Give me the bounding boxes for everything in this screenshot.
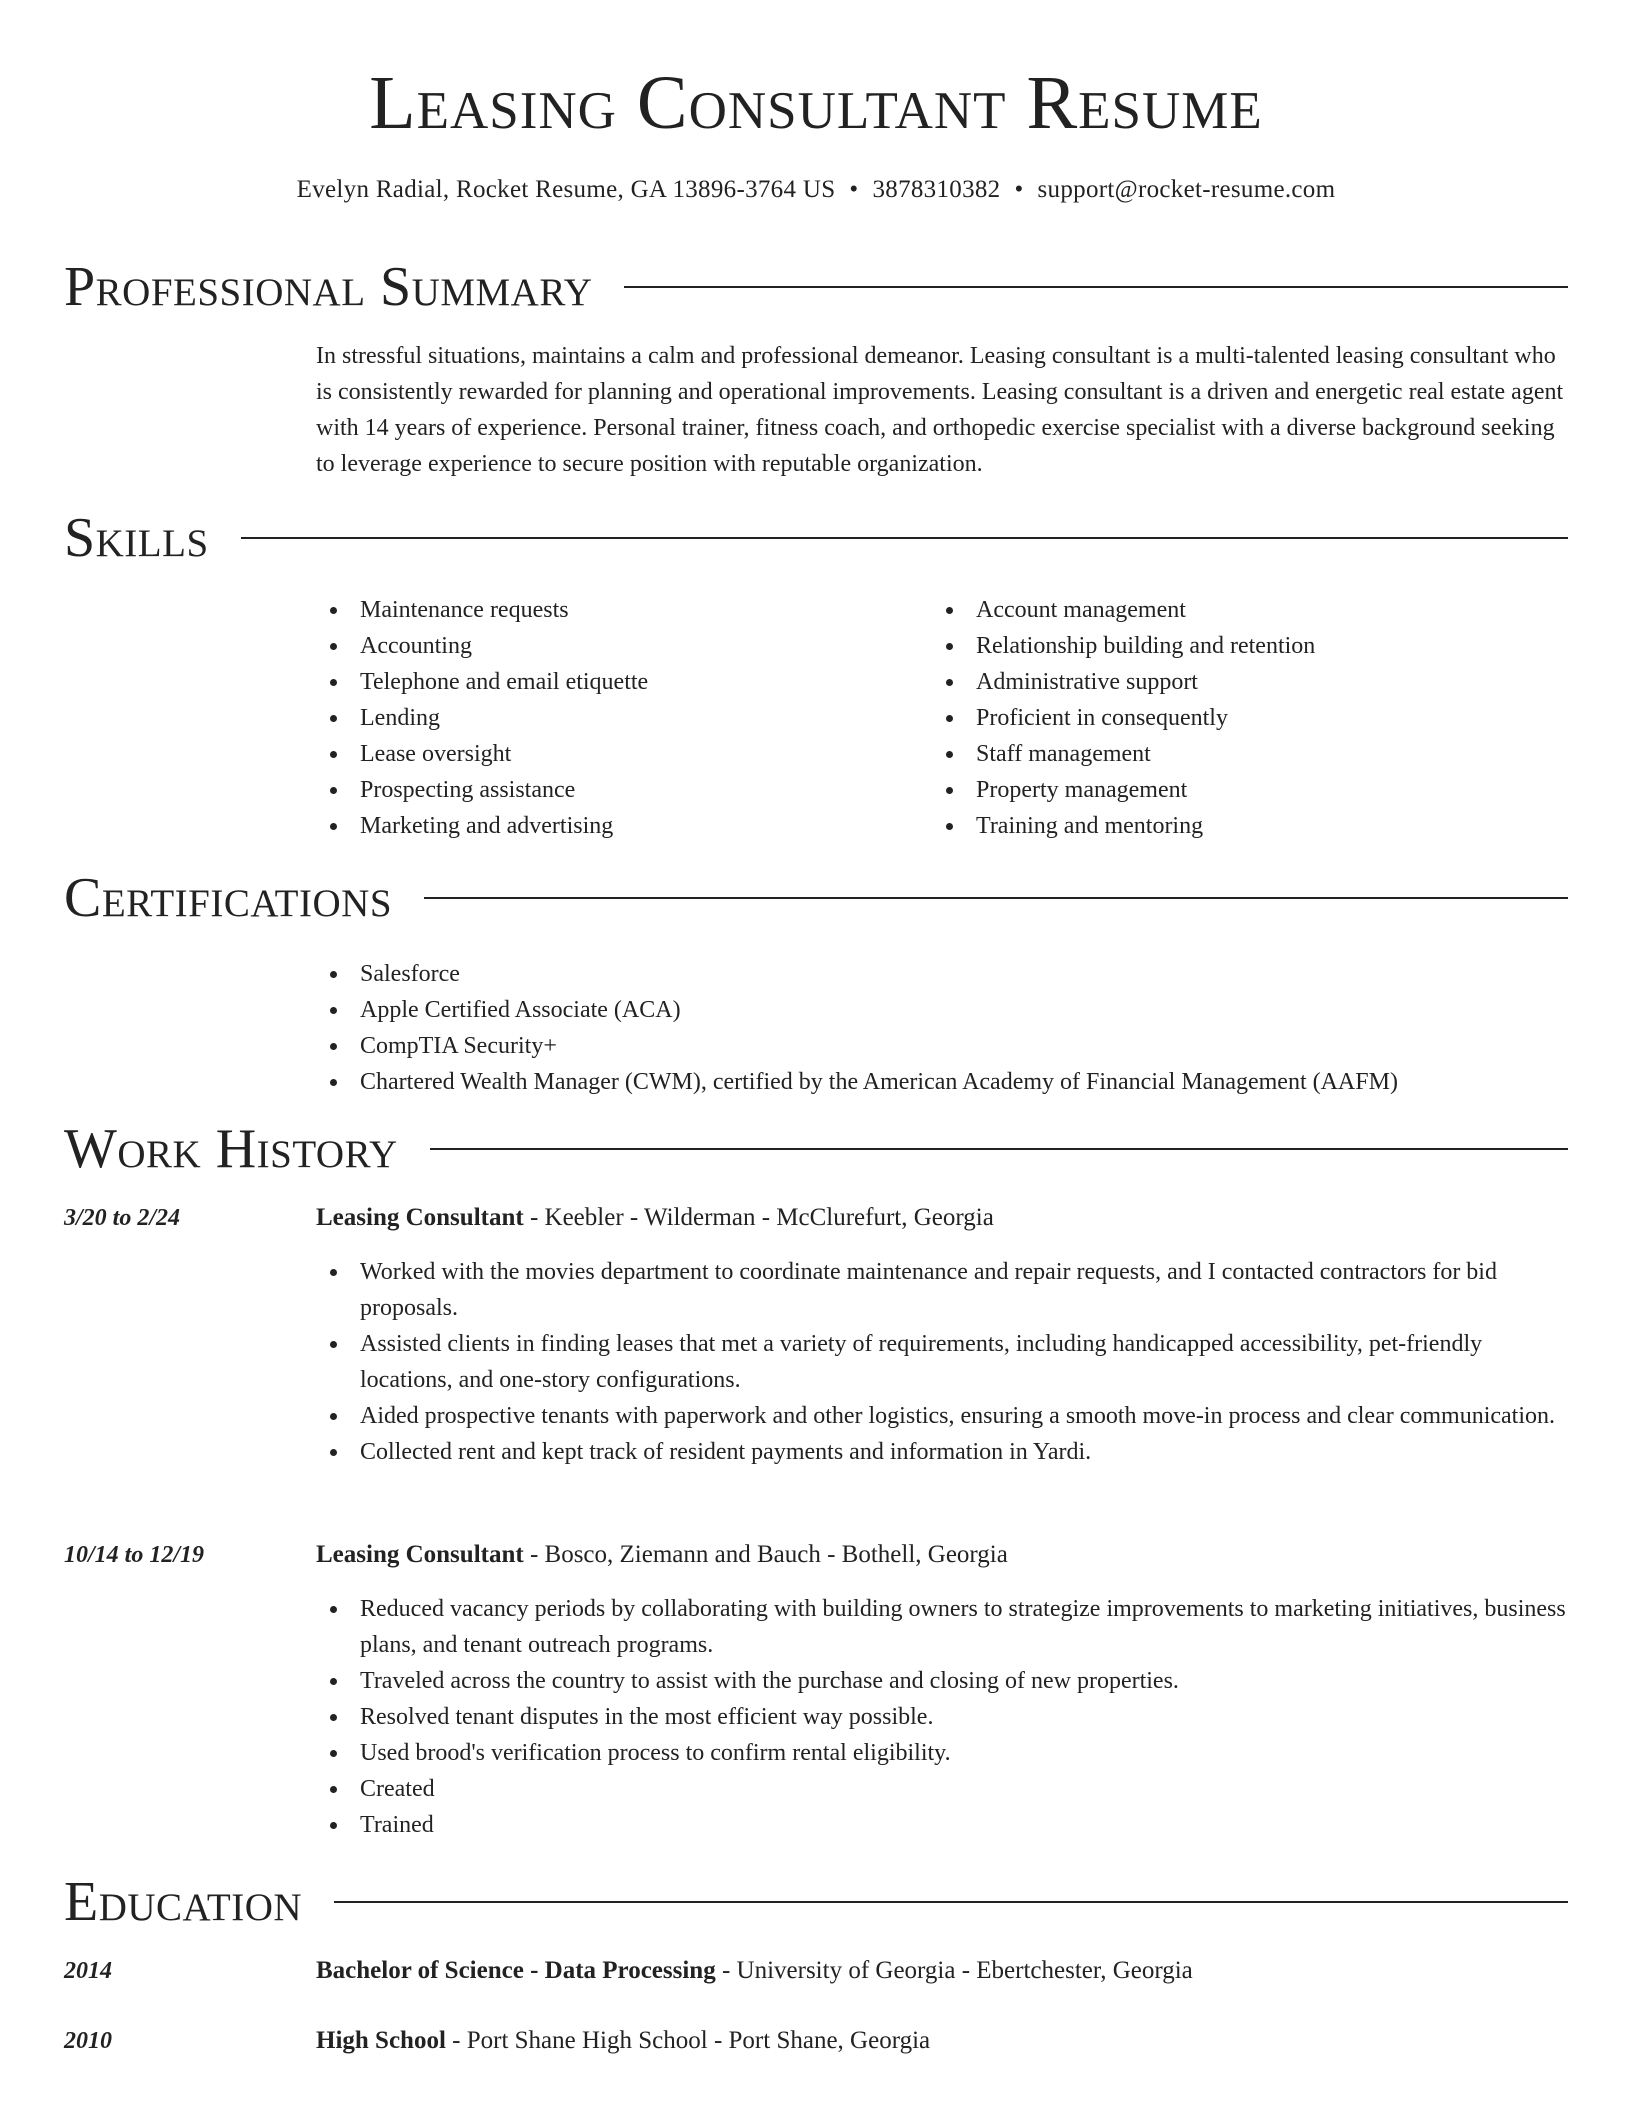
section-header-education: [64, 1870, 1568, 1934]
contact-separator: •: [849, 176, 859, 203]
certification-item: CompTIA Security+: [316, 1028, 1572, 1064]
skill-item: Account management: [932, 592, 1572, 628]
skill-item: Marketing and advertising: [316, 808, 916, 844]
education-entry-year: 2014: [64, 1958, 112, 1984]
education-school: - Port Shane High School - Port Shane, Georgia: [445, 2027, 931, 2054]
section-divider: [424, 897, 1568, 899]
certification-item: Salesforce: [316, 956, 1572, 992]
education-entry-heading: [316, 2023, 1572, 2059]
certification-item: Apple Certified Associate (ACA): [316, 992, 1572, 1028]
contact-email: support@rocket-resume.com: [1037, 176, 1336, 203]
work-bullet-item: Collected rent and kept track of resident payments and information in Yardi.: [316, 1434, 1572, 1470]
work-entry-dates: 10/14 to 12/19: [64, 1542, 205, 1568]
certification-item: Chartered Wealth Manager (CWM), certified by the American Academy of Financial Management (AAFM): [316, 1064, 1572, 1100]
skill-item: Maintenance requests: [316, 592, 916, 628]
work-bullet-item: Resolved tenant disputes in the most efficient way possible.: [316, 1699, 1572, 1735]
skill-item: Prospecting assistance: [316, 772, 916, 808]
skill-item: Staff management: [932, 736, 1572, 772]
work-bullet-item: Worked with the movies department to coordinate maintenance and repair requests, and I contacted contractors for bid proposals.: [316, 1254, 1572, 1326]
contact-separator: •: [1014, 176, 1024, 203]
work-entry-bullets: [316, 1254, 1572, 1470]
section-divider: [241, 537, 1568, 539]
work-entry-heading: [316, 1537, 1572, 1573]
skills-list-right: [932, 592, 1572, 844]
education-entry-heading: [316, 1953, 1572, 1989]
section-title: Certifications: [64, 867, 393, 929]
skills-list-left: [316, 592, 916, 844]
education-school: - University of Georgia - Ebertchester, Georgia: [715, 1957, 1193, 1984]
section-header-summary: [64, 255, 1568, 319]
summary-text: In stressful situations, maintains a calm and professional demeanor. Leasing consultant is a multi-talented leasing consultant who is consistently rewarded for planning and operational improvements. Leasing consultant is a driven and energetic real estate agent with 14 years of experience. Personal trainer, fitness coach, and orthopedic exercise specialist with a diverse background seeking to leverage experience to secure position with reputable organization.: [316, 343, 1564, 477]
work-entry-role: Leasing Consultant: [316, 1204, 524, 1231]
skill-item: Administrative support: [932, 664, 1572, 700]
resume-title: Leasing Consultant Resume: [369, 61, 1263, 145]
education-degree: Bachelor of Science - Data Processing: [316, 1957, 716, 1984]
section-divider: [334, 1901, 1568, 1903]
work-entry-dates: 3/20 to 2/24: [64, 1205, 181, 1231]
work-entry-bullets: [316, 1591, 1572, 1843]
section-divider: [430, 1148, 1568, 1150]
skill-item: Training and mentoring: [932, 808, 1572, 844]
section-title: Work History: [64, 1118, 398, 1180]
education-degree: High School: [316, 2027, 446, 2054]
skill-item: Relationship building and retention: [932, 628, 1572, 664]
skill-item: Accounting: [316, 628, 916, 664]
section-title: Professional Summary: [64, 256, 593, 318]
skill-item: Lease oversight: [316, 736, 916, 772]
section-header-work-history: [64, 1117, 1568, 1181]
skill-item: Lending: [316, 700, 916, 736]
work-bullet-item: Traveled across the country to assist with the purchase and closing of new properties.: [316, 1663, 1572, 1699]
section-title: Skills: [64, 507, 209, 569]
section-title: Education: [64, 1871, 303, 1933]
skill-item: Proficient in consequently: [932, 700, 1572, 736]
work-bullet-item: Reduced vacancy periods by collaborating with building owners to strategize improvements to marketing initiatives, business plans, and tenant outreach programs.: [316, 1591, 1572, 1663]
work-entry-employer: - Bosco, Ziemann and Bauch - Bothell, Georgia: [523, 1541, 1008, 1568]
work-bullet-item: Created: [316, 1771, 1572, 1807]
work-bullet-item: Used brood's verification process to confirm rental eligibility.: [316, 1735, 1572, 1771]
work-bullet-item: Aided prospective tenants with paperwork and other logistics, ensuring a smooth move-in process and clear communication.: [316, 1398, 1572, 1434]
contact-phone: 3878310382: [872, 176, 1001, 203]
section-divider: [624, 286, 1568, 288]
work-entry-employer: - Keebler - Wilderman - McClurefurt, Georgia: [523, 1204, 994, 1231]
work-entry-role: Leasing Consultant: [316, 1541, 524, 1568]
work-bullet-item: Trained: [316, 1807, 1572, 1843]
work-entry-heading: [316, 1200, 1572, 1236]
work-bullet-item: Assisted clients in finding leases that met a variety of requirements, including handicapped accessibility, pet-friendly locations, and one-story configurations.: [316, 1326, 1572, 1398]
contact-address: Evelyn Radial, Rocket Resume, GA 13896-3764 US: [296, 176, 836, 203]
certifications-list: [316, 956, 1572, 1100]
education-entry-year: 2010: [64, 2028, 112, 2054]
contact-line: [0, 172, 1632, 208]
skill-item: Telephone and email etiquette: [316, 664, 916, 700]
section-header-certifications: [64, 866, 1568, 930]
skill-item: Property management: [932, 772, 1572, 808]
section-header-skills: [64, 506, 1568, 570]
